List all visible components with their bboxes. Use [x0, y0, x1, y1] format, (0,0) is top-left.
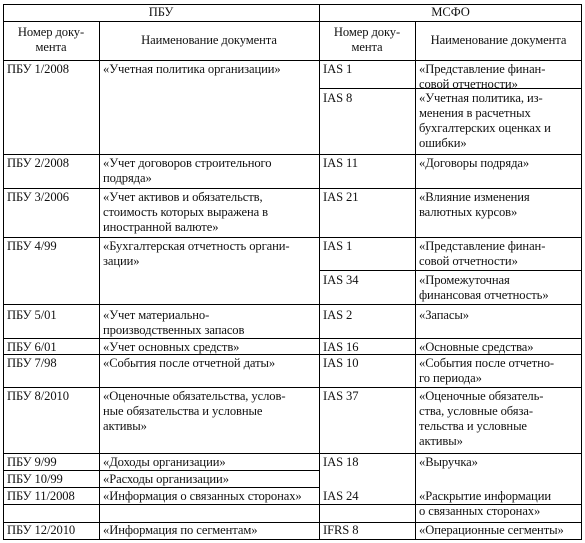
pbu-name: «Доходы организации» — [103, 455, 226, 469]
ifrs-name: «События после отчетно- го периода» — [419, 356, 555, 385]
pbu-number: ПБУ 9/99 — [7, 455, 57, 469]
ifrs-name: «Учетная политика, из- менения в расчетных бухгалтерских оценках и ошибки» — [419, 91, 551, 150]
ifrs-number: IAS 10 — [323, 356, 359, 370]
ifrs-number: IAS 34 — [323, 273, 359, 287]
ifrs-name: «Представление финан- совой отчетности» — [419, 62, 546, 91]
ifrs-number: IFRS 8 — [323, 523, 359, 537]
pbu-number: ПБУ 2/2008 — [7, 156, 69, 170]
ifrs-number: IAS 2 — [323, 308, 353, 322]
ifrs-number: IAS 1 — [323, 239, 353, 253]
ifrs-number: IAS 16 — [323, 340, 359, 354]
ifrs-name: «Договоры подряда» — [419, 156, 530, 170]
pbu-number: ПБУ 8/2010 — [7, 389, 69, 403]
pbu-name: «Учет материально- производственных запасов — [103, 308, 245, 337]
ifrs-number: IAS 1 — [323, 62, 353, 76]
ifrs-number: IAS 11 — [323, 156, 358, 170]
ifrs-name: «Выручка» — [419, 455, 478, 469]
pbu-number: ПБУ 6/01 — [7, 340, 57, 354]
ifrs-number: IAS 18 — [323, 455, 359, 469]
pbu-number: ПБУ 11/2008 — [7, 489, 75, 503]
pbu-name: «Оценочные обязательства, услов- ные обязательства и условные активы» — [103, 389, 286, 433]
pbu-number: ПБУ 7/98 — [7, 356, 57, 370]
ifrs-name: «Представление финан- совой отчетности» — [419, 239, 546, 268]
ifrs-number: IAS 21 — [323, 190, 359, 204]
pbu-name: «Информация о связанных сторонах» — [103, 489, 302, 503]
standards-comparison-table — [3, 4, 582, 540]
ifrs-name: «Оценочные обязатель- ства, условные обяза- тельства и условные активы» — [419, 389, 544, 448]
pbu-name: «Учет активов и обязательств, стоимость которых выражена в иностранной валюте» — [103, 190, 269, 234]
pbu-number: ПБУ 12/2010 — [7, 523, 76, 537]
ifrs-name-column-header: Наименование документа — [430, 33, 567, 47]
ifrs-number: IAS 24 — [323, 489, 359, 503]
ifrs-name: «Раскрытие информации о связанных сторонах» — [419, 489, 551, 518]
pbu-name: «Учет основных средств» — [103, 340, 240, 354]
ifrs-name: «Операционные сегменты» — [419, 523, 564, 537]
pbu-number: ПБУ 3/2006 — [7, 190, 69, 204]
pbu-name: «Учетная политика организации» — [103, 62, 281, 76]
ifrs-number: IAS 37 — [323, 389, 359, 403]
ifrs-name: «Запасы» — [419, 308, 469, 322]
pbu-number: ПБУ 10/99 — [7, 472, 63, 486]
ifrs-number-column-header: Номер доку- мента — [333, 25, 401, 54]
pbu-name: «Информация по сегментам» — [103, 523, 258, 537]
ifrs-group-header: МСФО — [431, 5, 470, 19]
ifrs-name: «Влияние изменения валютных курсов» — [419, 190, 530, 219]
pbu-name-column-header: Наименование документа — [141, 33, 277, 47]
pbu-number-column-header: Номер доку- мента — [17, 25, 85, 54]
pbu-number: ПБУ 1/2008 — [7, 62, 69, 76]
pbu-number: ПБУ 4/99 — [7, 239, 57, 253]
pbu-number: ПБУ 5/01 — [7, 308, 57, 322]
ifrs-name: «Промежуточная финансовая отчетность» — [419, 273, 549, 302]
pbu-name: «События после отчетной даты» — [103, 356, 276, 370]
ifrs-number: IAS 8 — [323, 91, 353, 105]
pbu-name: «Учет договоров строительного подряда» — [103, 156, 272, 185]
pbu-group-header: ПБУ — [148, 5, 174, 19]
ifrs-name: «Основные средства» — [419, 340, 534, 354]
pbu-name: «Бухгалтерская отчетность органи- зации» — [103, 239, 290, 268]
pbu-name: «Расходы организации» — [103, 472, 229, 486]
